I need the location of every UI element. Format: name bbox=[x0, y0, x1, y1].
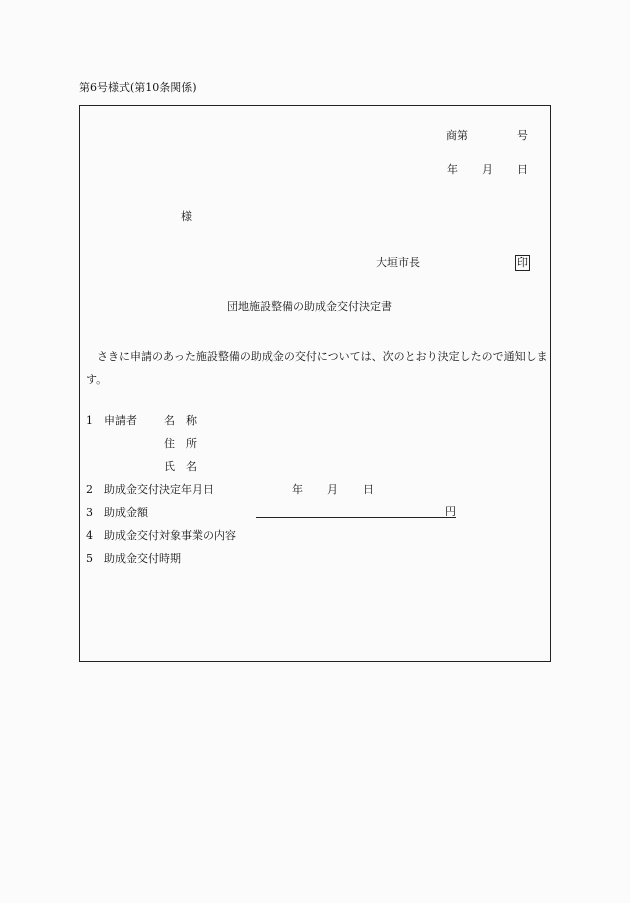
item1-person-label: 氏 名 bbox=[164, 460, 197, 473]
date-day: 日 bbox=[517, 163, 528, 176]
item2-month: 月 bbox=[327, 483, 338, 496]
seal-mark bbox=[515, 255, 530, 271]
item2-number: 2 bbox=[86, 483, 93, 496]
body-paragraph: さきに申請のあった施設整備の助成金の交付については、次のとおり決定したので通知します。 bbox=[86, 350, 548, 386]
item1-address-label: 住 所 bbox=[164, 437, 197, 450]
item4-number: 4 bbox=[86, 529, 93, 542]
item3-label: 助成金額 bbox=[104, 506, 148, 519]
item3-number: 3 bbox=[86, 506, 93, 519]
issuer-name: 大垣市長 bbox=[376, 256, 420, 269]
seal-text: 印 bbox=[517, 256, 528, 269]
document-title: 団地施設整備の助成金交付決定書 bbox=[227, 300, 392, 313]
item5-number: 5 bbox=[86, 552, 93, 565]
item3-unit: 円 bbox=[445, 505, 456, 518]
item2-year: 年 bbox=[292, 483, 303, 496]
doc-number-prefix: 商第 bbox=[446, 129, 468, 142]
date-month: 月 bbox=[482, 163, 493, 176]
item4-label: 助成金交付対象事業の内容 bbox=[104, 529, 236, 542]
item1-label: 申請者 bbox=[104, 414, 137, 427]
date-year: 年 bbox=[447, 163, 458, 176]
doc-number-suffix: 号 bbox=[517, 129, 528, 142]
item1-name-label: 名 称 bbox=[164, 414, 197, 427]
item5-label: 助成金交付時期 bbox=[104, 552, 181, 565]
item2-label: 助成金交付決定年月日 bbox=[104, 483, 214, 496]
form-number: 第6号様式(第10条関係) bbox=[79, 81, 197, 94]
item1-number: 1 bbox=[86, 414, 93, 427]
item2-day: 日 bbox=[363, 483, 374, 496]
recipient-honorific: 様 bbox=[181, 210, 192, 223]
amount-underline bbox=[256, 517, 456, 518]
